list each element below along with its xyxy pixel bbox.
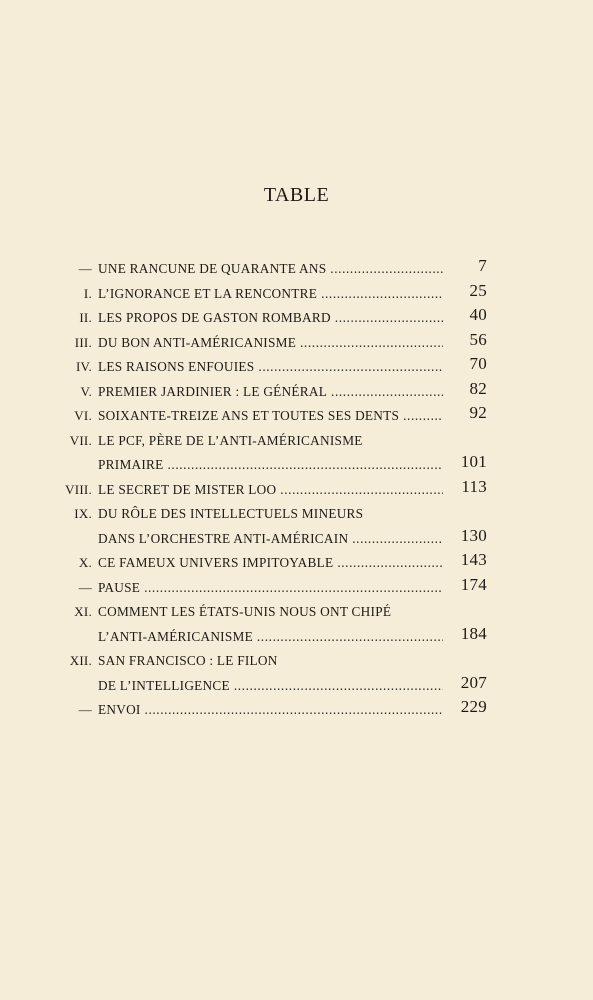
chapter-title: UNE RANCUNE DE QUARANTE ANS ..... (98, 261, 443, 277)
page-number: 229 (460, 697, 487, 716)
chapter-number: IV. (75, 359, 92, 374)
toc-entry-line (0, 526, 593, 551)
chapter-title: SAN FRANCISCO : LE FILON (98, 653, 278, 668)
page-number: 143 (460, 550, 487, 569)
chapter-title: SOIXANTE-TREIZE ANS ET TOUTES SES DENTS ..... (98, 408, 443, 424)
toc-entry-line (0, 550, 593, 575)
chapter-title: L’IGNORANCE ET LA RENCONTRE ..... (98, 286, 443, 302)
chapter-number: — (78, 261, 92, 276)
page-number: 101 (460, 452, 487, 471)
chapter-title: PREMIER JARDINIER : LE GÉNÉRAL ..... (98, 384, 443, 400)
chapter-title: LES PROPOS DE GASTON ROMBARD ..... (98, 310, 443, 326)
toc-entry-line (0, 501, 593, 526)
toc-entry-line (0, 673, 593, 698)
chapter-number: X. (78, 555, 92, 570)
page-number: 184 (460, 623, 487, 643)
page-number: 92 (469, 403, 487, 422)
page-number: 7 (478, 256, 487, 275)
chapter-title: CE FAMEUX UNIVERS IMPITOYABLE ..... (98, 555, 443, 571)
toc-entry-line (0, 477, 593, 502)
chapter-number: XII. (69, 653, 92, 668)
page-number: 56 (469, 329, 487, 349)
toc-entry-line (0, 599, 593, 624)
chapter-number: — (78, 702, 92, 717)
chapter-title: DU BON ANTI-AMÉRICANISME ..... (98, 335, 443, 351)
chapter-title: DANS L’ORCHESTRE ANTI-AMÉRICAIN ..... (98, 531, 443, 547)
page-number: 40 (469, 305, 487, 324)
toc-entry-line (0, 256, 593, 281)
chapter-number: VIII. (65, 481, 92, 497)
page-number: 174 (460, 574, 487, 594)
chapter-title: DE L’INTELLIGENCE ..... (98, 678, 443, 694)
page-number: 25 (469, 280, 487, 300)
toc-entry-line (0, 281, 593, 306)
page-number: 207 (460, 672, 487, 692)
chapter-title: ENVOI ..... (98, 702, 443, 718)
chapter-number: IX. (74, 506, 92, 521)
chapter-title: DU RÔLE DES INTELLECTUELS MINEURS (98, 506, 364, 521)
toc-entry-line (0, 648, 593, 673)
toc-entry-line (0, 379, 593, 404)
page-number: 113 (461, 476, 487, 496)
toc-entry-line (0, 305, 593, 330)
toc-entry-line (0, 428, 593, 453)
chapter-number: XI. (74, 604, 92, 619)
chapter-number: III. (74, 334, 92, 350)
page-number: 130 (460, 525, 487, 545)
chapter-title: L’ANTI-AMÉRICANISME ..... (98, 629, 443, 645)
toc-entry-line (0, 624, 593, 649)
chapter-number: II. (79, 310, 92, 325)
toc-entry-line (0, 697, 593, 722)
chapter-title: PRIMAIRE ..... (98, 457, 443, 473)
toc-entry-line (0, 330, 593, 355)
toc-entry-line (0, 403, 593, 428)
page-number: 70 (469, 354, 487, 373)
chapter-number: V. (80, 383, 92, 399)
chapter-number: VI. (74, 408, 92, 423)
chapter-title: LES RAISONS ENFOUIES ..... (98, 359, 443, 375)
chapter-number: VII. (69, 432, 92, 448)
toc-entry-line (0, 575, 593, 600)
chapter-title: LE PCF, PÈRE DE L’ANTI-AMÉRICANISME (98, 432, 363, 448)
page-number: 82 (469, 378, 487, 398)
toc-entry-line (0, 452, 593, 477)
toc-entry-line (0, 354, 593, 379)
chapter-title: LE SECRET DE MISTER LOO ..... (98, 482, 443, 498)
chapter-title: COMMENT LES ÉTATS-UNIS NOUS ONT CHIPÉ (98, 604, 392, 619)
chapter-number: — (78, 579, 92, 595)
page-title: TABLE (263, 184, 330, 206)
table-of-contents (0, 256, 593, 722)
chapter-title: PAUSE ..... (98, 580, 443, 596)
chapter-number: I. (83, 285, 92, 301)
